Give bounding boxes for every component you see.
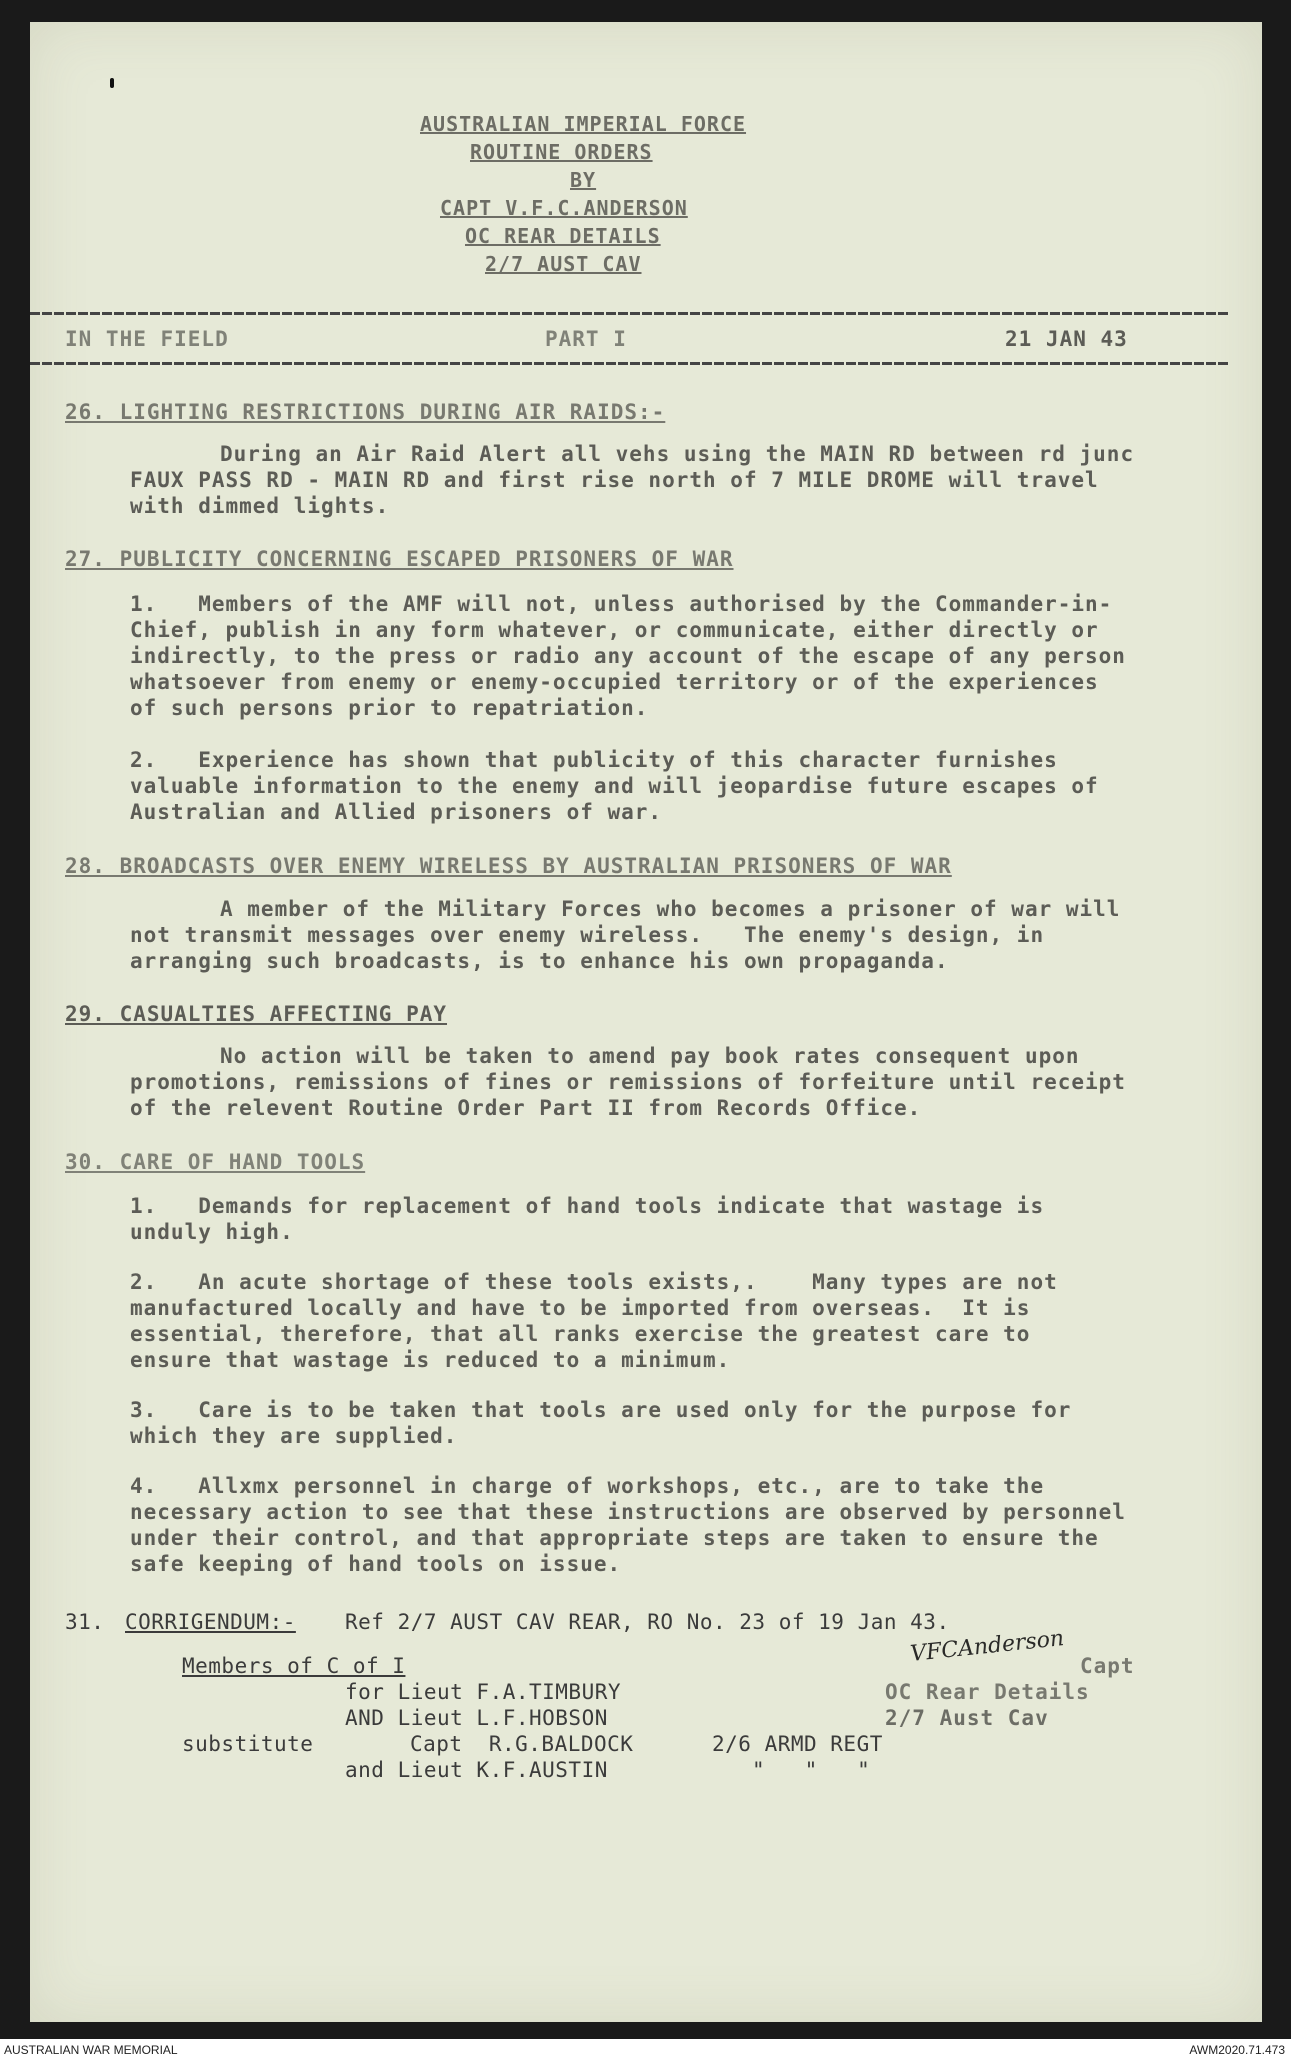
- header-line-6: 2/7 AUST CAV: [485, 252, 642, 276]
- corrigendum-line: AND Lieut L.F.HOBSON: [345, 1706, 608, 1730]
- item-30-line: 2. An acute shortage of these tools exists,. Many types are not: [130, 1270, 1058, 1294]
- item-30-line: manufactured locally and have to be imported from overseas. It is: [130, 1296, 1031, 1320]
- item-27-line: of such persons prior to repatriation.: [130, 696, 649, 720]
- corrigendum-number: 31.: [65, 1610, 105, 1634]
- header-line-3: BY: [570, 168, 597, 192]
- item-30-line: which they are supplied.: [130, 1424, 458, 1448]
- header-line-1: AUSTRALIAN IMPERIAL FORCE: [420, 112, 747, 136]
- header-line-4: CAPT V.F.C.ANDERSON: [440, 196, 688, 220]
- item-30-line: necessary action to see that these instructions are observed by personnel: [130, 1500, 1126, 1524]
- item-30-line: under their control, and that appropriate steps are taken to ensure the: [130, 1526, 1099, 1550]
- item-27-line: whatsoever from enemy or enemy-occupied territory or of the experiences: [130, 670, 1099, 694]
- handwritten-signature: VFCAnderson: [909, 1626, 1066, 1667]
- signature-title: OC Rear Details: [885, 1680, 1090, 1704]
- archive-footer: [0, 2039, 1291, 2061]
- item-27-line: 1. Members of the AMF will not, unless authorised by the Commander-in-: [130, 592, 1113, 616]
- corrigendum-line: Capt R.G.BALDOCK: [410, 1732, 634, 1756]
- signature-rank: Capt: [1080, 1654, 1135, 1678]
- punch-hole-mark: [110, 78, 114, 88]
- item-28-heading: 28. BROADCASTS OVER ENEMY WIRELESS BY AUSTRALIAN PRISONERS OF WAR: [65, 854, 952, 878]
- item-28-line: A member of the Military Forces who becomes a prisoner of war will: [220, 897, 1121, 921]
- header-line-5: OC REAR DETAILS: [465, 224, 661, 248]
- header-rule-bottom: [30, 362, 1230, 365]
- item-26-line: with dimmed lights.: [130, 494, 390, 518]
- footer-right-label: AWM2020.71.473: [1189, 2043, 1285, 2057]
- item-28-line: arranging such broadcasts, is to enhance his own propaganda.: [130, 949, 949, 973]
- item-27-line: indirectly, to the press or radio any account of the escape of any person: [130, 644, 1126, 668]
- item-26-heading: 26. LIGHTING RESTRICTIONS DURING AIR RAIDS:-: [65, 400, 666, 424]
- item-30-line: ensure that wastage is reduced to a minimum.: [130, 1348, 731, 1372]
- item-29-line: promotions, remissions of fines or remissions of forfeiture until receipt: [130, 1070, 1126, 1094]
- footer-left-label: AUSTRALIAN WAR MEMORIAL: [4, 2043, 178, 2057]
- location: IN THE FIELD: [65, 327, 229, 351]
- corrigendum-substitute: substitute: [182, 1732, 314, 1756]
- item-29-heading: 29. CASUALTIES AFFECTING PAY: [65, 1002, 448, 1026]
- corrigendum-members-label: Members of C of I: [182, 1654, 406, 1678]
- item-29-line: No action will be taken to amend pay book rates consequent upon: [220, 1044, 1080, 1068]
- item-28-line: not transmit messages over enemy wireless. The enemy's design, in: [130, 923, 1045, 947]
- corrigendum-label: CORRIGENDUM:-: [125, 1610, 296, 1634]
- item-30-line: 1. Demands for replacement of hand tools indicate that wastage is: [130, 1194, 1045, 1218]
- item-27-line: Australian and Allied prisoners of war.: [130, 800, 663, 824]
- item-26-line: During an Air Raid Alert all vehs using the MAIN RD between rd junc: [220, 442, 1135, 466]
- item-30-line: 4. Allxmx personnel in charge of workshops, etc., are to take the: [130, 1474, 1045, 1498]
- item-30-heading: 30. CARE OF HAND TOOLS: [65, 1150, 366, 1174]
- corrigendum-line: for Lieut F.A.TIMBURY: [345, 1680, 622, 1704]
- part-label: PART I: [545, 327, 627, 351]
- document-page: [30, 22, 1262, 2022]
- item-30-line: safe keeping of hand tools on issue.: [130, 1552, 622, 1576]
- header-rule-top: [30, 312, 1230, 315]
- corrigendum-text: Ref 2/7 AUST CAV REAR, RO No. 23 of 19 Jan 43.: [345, 1610, 950, 1634]
- item-27-heading: 27. PUBLICITY CONCERNING ESCAPED PRISONERS OF WAR: [65, 547, 734, 571]
- order-date: 21 JAN 43: [1005, 327, 1128, 351]
- item-27-line: Chief, publish in any form whatever, or communicate, either directly or: [130, 618, 1099, 642]
- item-29-line: of the relevent Routine Order Part II from Records Office.: [130, 1096, 922, 1120]
- item-27-line: 2. Experience has shown that publicity of this character furnishes: [130, 748, 1058, 772]
- item-27-line: valuable information to the enemy and will jeopardise future escapes of: [130, 774, 1099, 798]
- item-30-line: essential, therefore, that all ranks exercise the greatest care to: [130, 1322, 1031, 1346]
- header-line-2: ROUTINE ORDERS: [470, 140, 653, 164]
- signature-unit: 2/7 Aust Cav: [885, 1706, 1049, 1730]
- corrigendum-unit: 2/6 ARMD REGT: [712, 1732, 883, 1756]
- item-30-line: 3. Care is to be taken that tools are used only for the purpose for: [130, 1398, 1072, 1422]
- corrigendum-line: and Lieut K.F.AUSTIN: [345, 1758, 608, 1782]
- item-26-line: FAUX PASS RD - MAIN RD and first rise north of 7 MILE DROME will travel: [130, 468, 1099, 492]
- corrigendum-ditto: " " ": [752, 1758, 871, 1782]
- item-30-line: unduly high.: [130, 1220, 294, 1244]
